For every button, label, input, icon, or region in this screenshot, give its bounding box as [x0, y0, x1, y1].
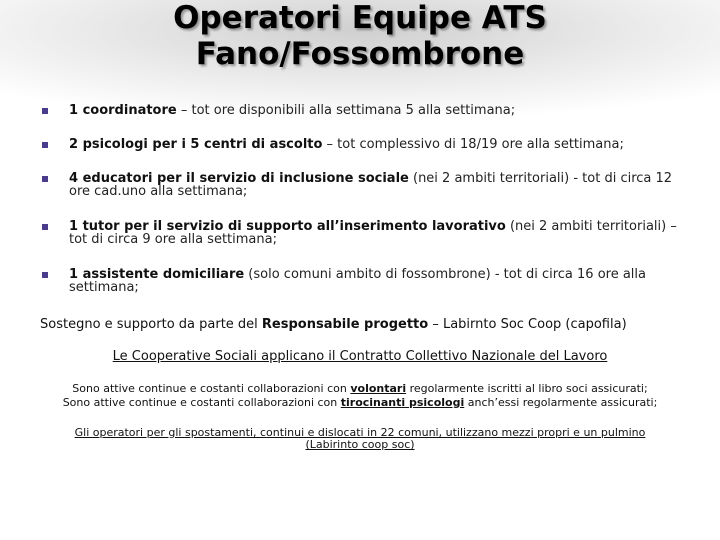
collab-keyword: tirocinanti psicologi [340, 396, 465, 409]
square-bullet-icon [42, 108, 48, 114]
collaborations-block [0, 382, 720, 410]
square-bullet-icon [42, 176, 48, 182]
item-bold-text: 2 psicologi per i 5 centri di ascolto [69, 137, 323, 152]
collab-keyword: volontari [350, 382, 407, 395]
collab-prefix: Sono attive continue e costanti collaborazioni con [72, 382, 351, 395]
square-bullet-icon [42, 224, 48, 230]
collab-suffix: regolarmente iscritti al libro soci assicurati; [406, 382, 648, 395]
item-detail-text: – tot ore disponibili alla settimana 5 alla settimana; [176, 103, 516, 118]
item-detail-text: (solo comuni ambito di fossombrone) - tot di circa 16 ore alla settimana; [69, 267, 646, 295]
support-line [40, 317, 627, 332]
list-item-coordinator [40, 104, 680, 117]
list-item-educators [40, 172, 680, 198]
cooperatives-contract-note: Le Cooperative Sociali applicano il Contratto Collettivo Nazionale del Lavoro [112, 349, 608, 364]
support-suffix: – Labirnto Soc Coop (capofila) [428, 317, 627, 332]
collaboration-volunteers [0, 382, 720, 396]
collaboration-trainees [0, 396, 720, 410]
title-line-1: Operatori Equipe ATS [173, 0, 547, 36]
support-role: Responsabile progetto [261, 317, 429, 332]
operators-transport-note: Gli operatori per gli spostamenti, continui e dislocati in 22 comuni, utilizzano mezzi propri e un pulmino (Labirinto coop soc) [74, 426, 646, 451]
item-bold-text: 1 coordinatore [69, 103, 177, 118]
item-detail-text: (nei 2 ambiti territoriali) - tot di circa 12 ore cad.uno alla settimana; [69, 171, 673, 199]
collab-suffix: anch’essi regolarmente assicurati; [464, 396, 658, 409]
list-item-psychologists [40, 138, 680, 151]
list-item-home-assistant [40, 268, 680, 294]
item-detail-text: – tot complessivo di 18/19 ore alla settimana; [322, 137, 624, 152]
item-detail-text: (nei 2 ambiti territoriali) – tot di circa 9 ore alla settimana; [69, 219, 677, 247]
support-prefix: Sostegno e supporto da parte del [40, 317, 262, 332]
item-bold-text: 4 educatori per il servizio di inclusione sociale [69, 171, 409, 186]
square-bullet-icon [42, 142, 48, 148]
staff-list [40, 104, 680, 316]
collab-prefix: Sono attive continue e costanti collaborazioni con [62, 396, 341, 409]
slide-title [0, 0, 720, 72]
square-bullet-icon [42, 272, 48, 278]
item-bold-text: 1 tutor per il servizio di supporto all’inserimento lavorativo [69, 219, 506, 234]
title-line-2: Fano/Fossombrone [195, 36, 525, 72]
item-bold-text: 1 assistente domiciliare [69, 267, 245, 282]
list-item-tutor [40, 220, 680, 246]
